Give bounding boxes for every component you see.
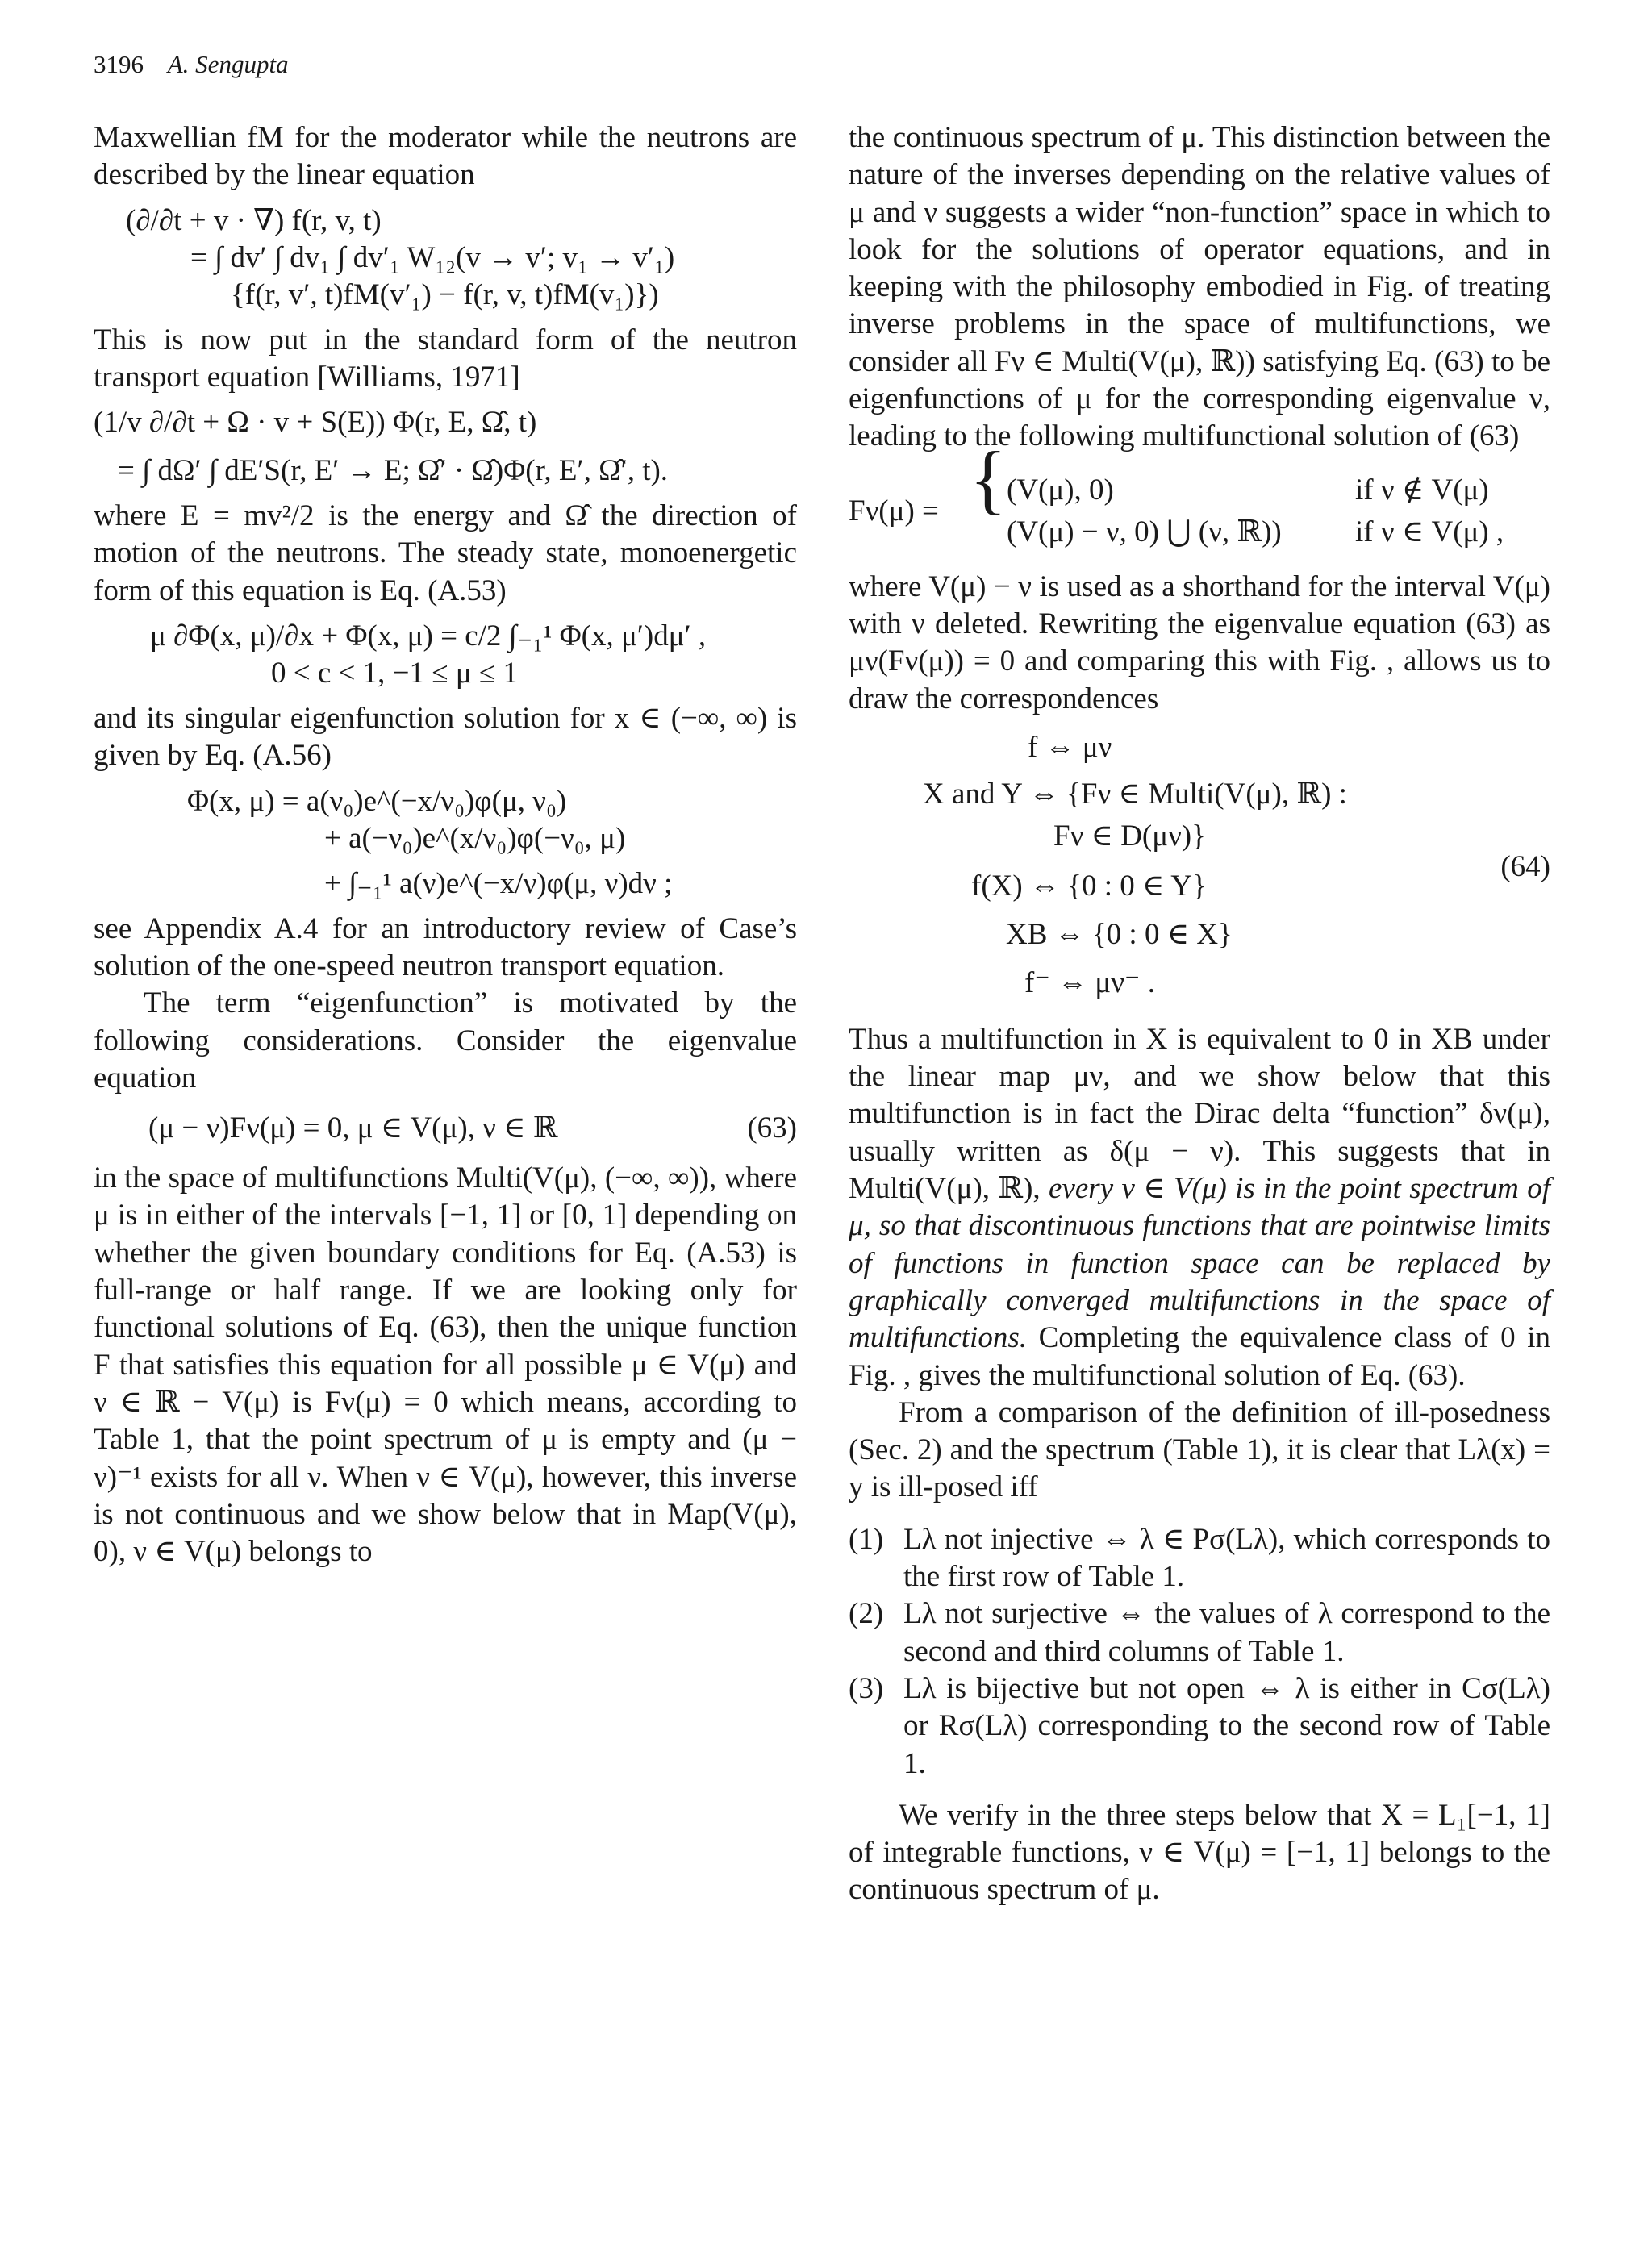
paragraph: The term “eigenfunction” is motivated by the following considerations. Consider the eigenvalue equation <box>94 986 797 1095</box>
equation-line: Φ(x, μ) = a(ν₀)e^(−x/ν₀)φ(μ, ν₀) <box>187 784 567 818</box>
case-expression: (V(μ) − ν, 0) ⋃ (ν, ℝ)) <box>1007 515 1282 548</box>
equation-line: = ∫ dΩ′ ∫ dE′S(r, E′ → E; Ω̂′ · Ω̂)Φ(r, E′, Ω̂′, t). <box>118 454 669 488</box>
paragraph: in the space of multifunctions Multi(V(μ), (−∞, ∞)), where μ is in either of the intervals [−1, 1] or [0, 1] depending on whether the given boundary conditions for Eq. (A.53) is full-range or half range. If we are looking only for functional solutions of Eq. (63), then the unique function F that satisfies this equation for all possible μ ∈ V(μ) and ν ∈ ℝ − V(μ) is Fν(μ) = 0 which means, according to Table 1, that the point spectrum of μ is empty and (μ − ν)⁻¹ exists for all ν. When ν ∈ V(μ), however, this inverse is not continuous and we show below that in Map(V(μ), 0), ν ∈ V(μ) belongs to <box>94 1161 797 1569</box>
equation-linear <box>126 202 797 314</box>
list-item-text: Lλ is bijective but not open ⇔ λ is either in Cσ(Lλ) or Rσ(Lλ) corresponding to the second row of Table 1. <box>903 1671 1550 1780</box>
equation-line: + a(−ν₀)e^(x/ν₀)φ(−ν₀, μ) <box>324 821 626 855</box>
case-condition: if ν ∉ V(μ) <box>1355 473 1489 507</box>
equation-63 <box>94 1110 797 1147</box>
equation-number: (63) <box>747 1111 797 1145</box>
equation-line: 0 < c < 1, −1 ≤ μ ≤ 1 <box>271 657 518 690</box>
paragraph: where E = mv²/2 is the energy and Ω̂ the direction of motion of the neutrons. The steady state, monoenergetic form of this equation is Eq. (A.53) <box>94 499 797 607</box>
left-brace-icon: { <box>970 435 1007 522</box>
paragraph: Maxwellian fM for the moderator while the neutrons are described by the linear equation <box>94 121 797 192</box>
case-condition: if ν ∈ V(μ) , <box>1355 515 1504 548</box>
paragraph: This is now put in the standard form of the neutron transport equation [Williams, 1971] <box>94 323 797 394</box>
equation-line: (∂/∂t + v · ∇) f(r, v, t) <box>126 203 382 237</box>
equation-line: + ∫₋₁¹ a(ν)e^(−x/ν)φ(μ, ν)dν ; <box>324 866 673 900</box>
equation-number: (64) <box>1500 849 1550 883</box>
equation-line: (μ − ν)Fν(μ) = 0, μ ∈ V(μ), ν ∈ ℝ <box>148 1111 558 1145</box>
list-item-number: (1) <box>849 1522 884 1556</box>
list-item-text: Lλ not injective ⇔ λ ∈ Pσ(Lλ), which corresponds to the first row of Table 1. <box>903 1522 1550 1594</box>
paragraph: the continuous spectrum of μ. This distinction between the nature of the inverses depending on the relative values of μ and ν suggests a wider “non-function” space in which to look for the solutions of operator equations, and in keeping with the philosophy embodied in Fig. of treating inverse problems in the space of multifunctions, we consider all Fν ∈ Multi(V(μ), ℝ)) satisfying Eq. (63) to be eigenfunctions of μ for the corresponding eigenvalue ν, leading to the following multifunctional solution of (63) <box>849 121 1550 453</box>
equation-line: = ∫ dv′ ∫ dv₁ ∫ dv′₁ W₁₂(v → v′; v₁ → v′₁) <box>190 240 675 274</box>
equation-line: XB ⇔ {0 : 0 ∈ X} <box>1006 917 1233 951</box>
equation-line: f ⇔ μν <box>1028 730 1112 764</box>
list-item-text: Lλ not surjective ⇔ the values of λ correspond to the second and third columns of Table 1. <box>903 1597 1550 1668</box>
list-item <box>849 1595 1550 1670</box>
paragraph: From a comparison of the definition of ill-posedness (Sec. 2) and the spectrum (Table 1), it is clear that Lλ(x) = y is ill-posed iff <box>849 1395 1550 1504</box>
list-item <box>849 1521 1550 1596</box>
equation-line: {f(r, v′, t)fM(v′₁) − f(r, v, t)fM(v₁)}) <box>231 277 659 311</box>
equation-line: Fν ∈ D(μν)} <box>1053 819 1206 853</box>
page-number: 3196 <box>94 50 144 78</box>
running-header <box>94 50 289 79</box>
list-item-number: (3) <box>849 1671 884 1705</box>
paragraph: We verify in the three steps below that X = L₁[−1, 1] of integrable functions, ν ∈ V(μ) = [−1, 1] belongs to the continuous spectrum of μ. <box>849 1798 1550 1907</box>
paragraph: where V(μ) − ν is used as a shorthand for the interval V(μ) with ν deleted. Rewriting the eigenvalue equation (63) as μν(Fν(μ)) = 0 and comparing this with Fig. , allows us to draw the correspondences <box>849 569 1550 715</box>
list-item <box>849 1670 1550 1783</box>
text-run: Thus a multifunction in X is equivalent to 0 in XB under the linear map μν, and we show below that this multifunction is in fact the Dirac delta “function” δν(μ), usually written as δ(μ − ν). This suggests that in Multi(V(μ), ℝ), <box>849 1022 1550 1206</box>
ill-posed-conditions-list <box>849 1521 1550 1783</box>
equation-line: (1/v ∂/∂t + Ω · v + S(E)) Φ(r, E, Ω̂, t) <box>94 406 537 440</box>
left-column <box>94 119 797 1570</box>
right-column <box>849 119 1550 1909</box>
equation-line: f(X) ⇔ {0 : 0 ∈ Y} <box>971 869 1207 903</box>
running-author: A. Sengupta <box>167 50 289 78</box>
text-run: Completing the equivalence class of 0 in Fig. , gives the multifunctional solution of Eq. (63). <box>849 1321 1550 1392</box>
list-item-number: (2) <box>849 1597 884 1631</box>
equation-steady-state <box>150 618 797 692</box>
paragraph: see Appendix A.4 for an introductory review of Case’s solution of the one-speed neutron transport equation. <box>94 911 797 982</box>
equation-transport <box>94 404 797 490</box>
paragraph: and its singular eigenfunction solution for x ∈ (−∞, ∞) is given by Eq. (A.56) <box>94 702 797 773</box>
paragraph <box>849 1021 1550 1395</box>
case-expression: (V(μ), 0) <box>1007 473 1114 507</box>
cases-lhs: Fν(μ) = <box>849 494 939 528</box>
equation-line: f⁻ ⇔ μν⁻ . <box>1024 965 1155 999</box>
emphasized-text: every ν ∈ V(μ) is in the point spectrum of μ, so that discontinuous functions that are pointwise limits of functions in function space can be replaced by graphically converged multifunctions in the space of multifunctions. <box>849 1172 1550 1355</box>
equation-line: μ ∂Φ(x, μ)/∂x + Φ(x, μ) = c/2 ∫₋₁¹ Φ(x, μ′)dμ′ , <box>150 619 707 653</box>
equation-eigen-solution <box>187 783 797 903</box>
equation-64 <box>849 729 1550 1013</box>
equation-cases <box>849 435 1550 553</box>
equation-line: X and Y ⇔ {Fν ∈ Multi(V(μ), ℝ) : <box>923 777 1347 811</box>
